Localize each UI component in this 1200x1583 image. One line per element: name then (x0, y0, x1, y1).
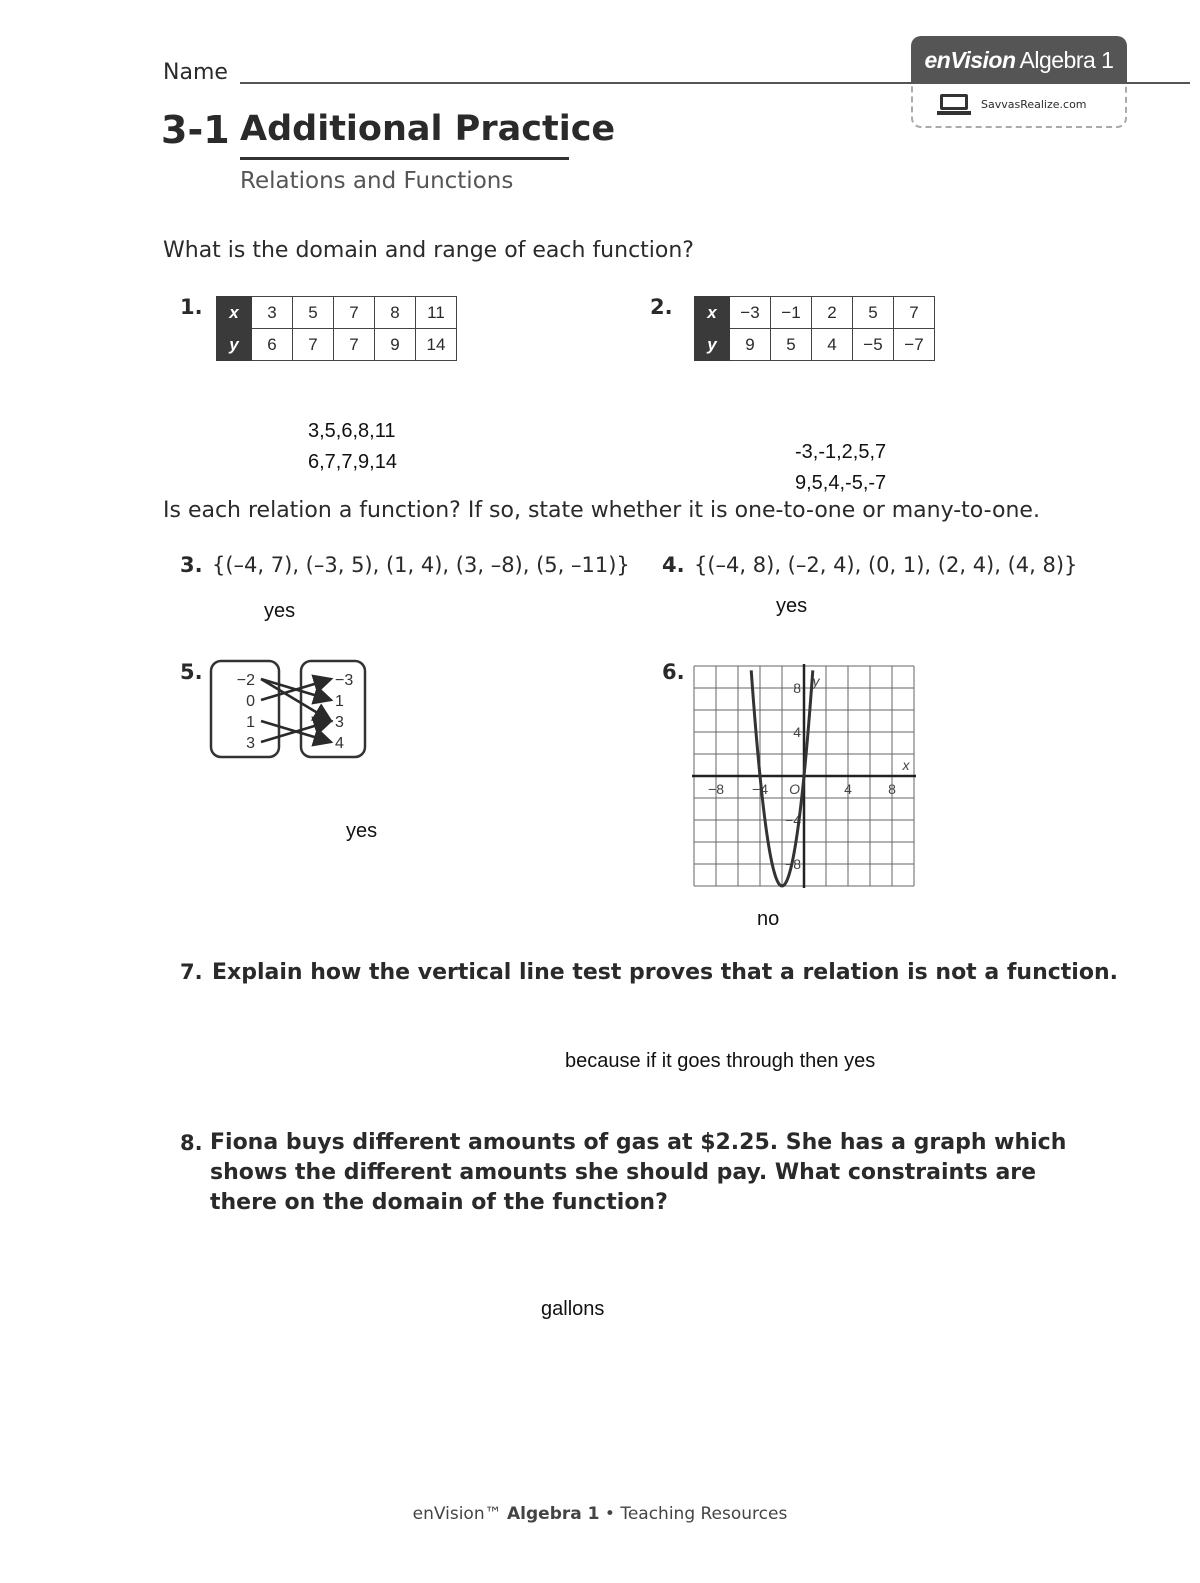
q2-table (694, 296, 935, 361)
q6-y-tick-label: 8 (793, 680, 801, 696)
footer-bullet: • (604, 1504, 615, 1524)
q6-x-axis-label: x (902, 757, 910, 773)
q4-number: 4. (662, 553, 685, 577)
q2-x-cell: 7 (894, 297, 935, 329)
q6-x-tick-label: −4 (752, 781, 768, 797)
q6-y-axis-label: y (812, 673, 820, 689)
q1-x-cell: 7 (334, 297, 375, 329)
q2-answer-domain[interactable]: -3,-1,2,5,7 (795, 441, 887, 463)
q6-y-tick-label: −8 (785, 856, 801, 872)
name-label: Name (163, 60, 228, 85)
q5-range-value: 1 (335, 693, 344, 710)
q3-number: 3. (180, 553, 203, 577)
q2-y-cell: 9 (730, 329, 771, 361)
q1-y-header: y (217, 329, 252, 361)
q1-x-header: x (217, 297, 252, 329)
q5-answer[interactable]: yes (346, 820, 378, 842)
q4-answer[interactable]: yes (776, 595, 808, 617)
q2-x-cell: 2 (812, 297, 853, 329)
q3-answer[interactable]: yes (264, 600, 296, 622)
q5-mapping-arrow (261, 679, 331, 721)
q2-y-cell: −7 (894, 329, 935, 361)
q2-x-cell: −1 (771, 297, 812, 329)
q2-y-cell: 4 (812, 329, 853, 361)
brand-site (937, 94, 1087, 114)
brand-logo (911, 36, 1127, 84)
q6-x-tick-label: 8 (888, 781, 896, 797)
q5-domain-value: −2 (236, 672, 255, 689)
section2-instruction: Is each relation a function? If so, state whether it is one-to-one or many-to-one. (163, 498, 1040, 523)
q6-number: 6. (662, 660, 685, 684)
q6-origin-label: O (789, 781, 800, 797)
q6-y-tick-label: −4 (785, 812, 801, 828)
q1-x-cell: 5 (293, 297, 334, 329)
q1-y-cell: 14 (416, 329, 457, 361)
q2-answer-range[interactable]: 9,5,4,-5,-7 (795, 472, 887, 494)
page-footer (0, 1504, 1200, 1524)
q6-answer[interactable]: no (757, 908, 780, 930)
page-title: Additional Practice (240, 109, 616, 149)
q7-answer[interactable]: because if it goes through then yes (565, 1050, 876, 1072)
q2-y-cell: −5 (853, 329, 894, 361)
laptop-icon (937, 94, 971, 114)
q1-y-cell: 7 (293, 329, 334, 361)
footer-brand: enVision™ (412, 1504, 502, 1524)
title-underline (240, 157, 569, 160)
brand-logo-text: enVision (924, 46, 1016, 73)
q5-mapping-diagram (205, 655, 375, 765)
lesson-number: 3-1 (161, 108, 230, 152)
q7-text: Explain how the vertical line test proves that a relation is not a function. (212, 960, 1118, 985)
q1-y-cell: 9 (375, 329, 416, 361)
q6-x-tick-label: −8 (708, 781, 724, 797)
q3-relation-set: {(–4, 7), (–3, 5), (1, 4), (3, –8), (5, –11)} (212, 553, 630, 577)
q8-number: 8. (180, 1131, 203, 1155)
section1-instruction: What is the domain and range of each function? (163, 238, 694, 263)
q2-y-cell: 5 (771, 329, 812, 361)
q1-y-cell: 7 (334, 329, 375, 361)
q5-range-value: −3 (335, 672, 354, 689)
q4-relation-set: {(–4, 8), (–2, 4), (0, 1), (2, 4), (4, 8)} (694, 553, 1078, 577)
footer-product: Algebra 1 (507, 1504, 600, 1524)
q7-number: 7. (180, 960, 203, 984)
q1-table (216, 296, 457, 361)
q1-x-cell: 3 (252, 297, 293, 329)
brand-badge (911, 36, 1127, 128)
footer-resource: Teaching Resources (620, 1504, 788, 1524)
q5-range-value: 3 (335, 714, 344, 731)
q1-number: 1. (180, 295, 203, 319)
q1-x-cell: 11 (416, 297, 457, 329)
q2-x-cell: −3 (730, 297, 771, 329)
q2-y-header: y (695, 329, 730, 361)
q5-range-value: 4 (335, 735, 344, 752)
brand-product: Algebra 1 (1019, 46, 1114, 73)
q6-y-tick-label: 4 (793, 724, 801, 740)
q6-graph (688, 660, 920, 892)
brand-site-text: SavvasRealize.com (981, 97, 1087, 111)
q5-domain-value: 3 (246, 735, 255, 752)
q5-domain-value: 1 (246, 714, 255, 731)
q1-x-cell: 8 (375, 297, 416, 329)
q2-x-header: x (695, 297, 730, 329)
q1-answer-domain[interactable]: 3,5,6,8,11 (308, 420, 396, 442)
q6-x-tick-label: 4 (844, 781, 852, 797)
q5-number: 5. (180, 660, 203, 684)
q1-answer-range[interactable]: 6,7,7,9,14 (308, 451, 397, 473)
q1-y-cell: 6 (252, 329, 293, 361)
q2-number: 2. (650, 295, 673, 319)
q8-text: Fiona buys different amounts of gas at $2.25. She has a graph which shows the different amounts she should pay. What constraints are there on the domain of the function? (210, 1130, 1067, 1215)
q8-answer[interactable]: gallons (541, 1298, 605, 1320)
q2-x-cell: 5 (853, 297, 894, 329)
q5-domain-value: 0 (246, 693, 255, 710)
page-subtitle: Relations and Functions (240, 168, 514, 194)
